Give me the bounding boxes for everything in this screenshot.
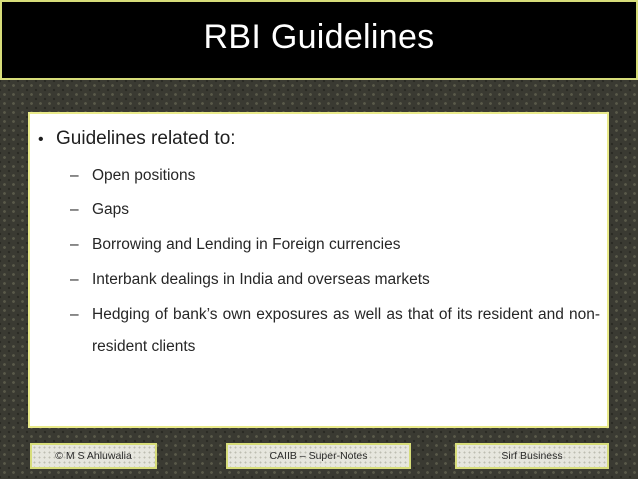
title-bar (0, 0, 638, 80)
footer-brand-text: Sirf Business (501, 450, 563, 462)
footer-course-text: CAIIB – Super-Notes (269, 450, 368, 462)
list-item (70, 202, 600, 218)
list-item-text: Borrowing and Lending in Foreign currencies (92, 236, 401, 253)
slide-title: RBI Guidelines (203, 17, 435, 56)
footer-course (226, 443, 411, 469)
footer-author (30, 443, 157, 469)
footer-brand (455, 443, 609, 469)
list-item-text: Interbank dealings in India and overseas markets (92, 271, 430, 288)
dash-icon: – (70, 271, 79, 288)
dash-icon: – (70, 167, 79, 184)
dash-icon: – (70, 306, 79, 323)
list-item (70, 168, 600, 184)
dash-icon: – (70, 201, 79, 218)
list-item (70, 272, 600, 288)
list-item (70, 237, 600, 253)
main-bullet (38, 128, 236, 150)
content-box (28, 112, 609, 428)
dash-icon: – (70, 236, 79, 253)
list-item-text: Open positions (92, 167, 196, 184)
list-item (70, 307, 600, 363)
bullet-icon: • (38, 131, 44, 148)
list-item-text: Hedging of bank’s own exposures as well as that of its resident and non-resident clients (92, 306, 600, 355)
main-bullet-text: Guidelines related to: (56, 128, 236, 149)
footer-author-text: © M S Ahluwalia (55, 450, 132, 462)
list-item-text: Gaps (92, 201, 130, 218)
